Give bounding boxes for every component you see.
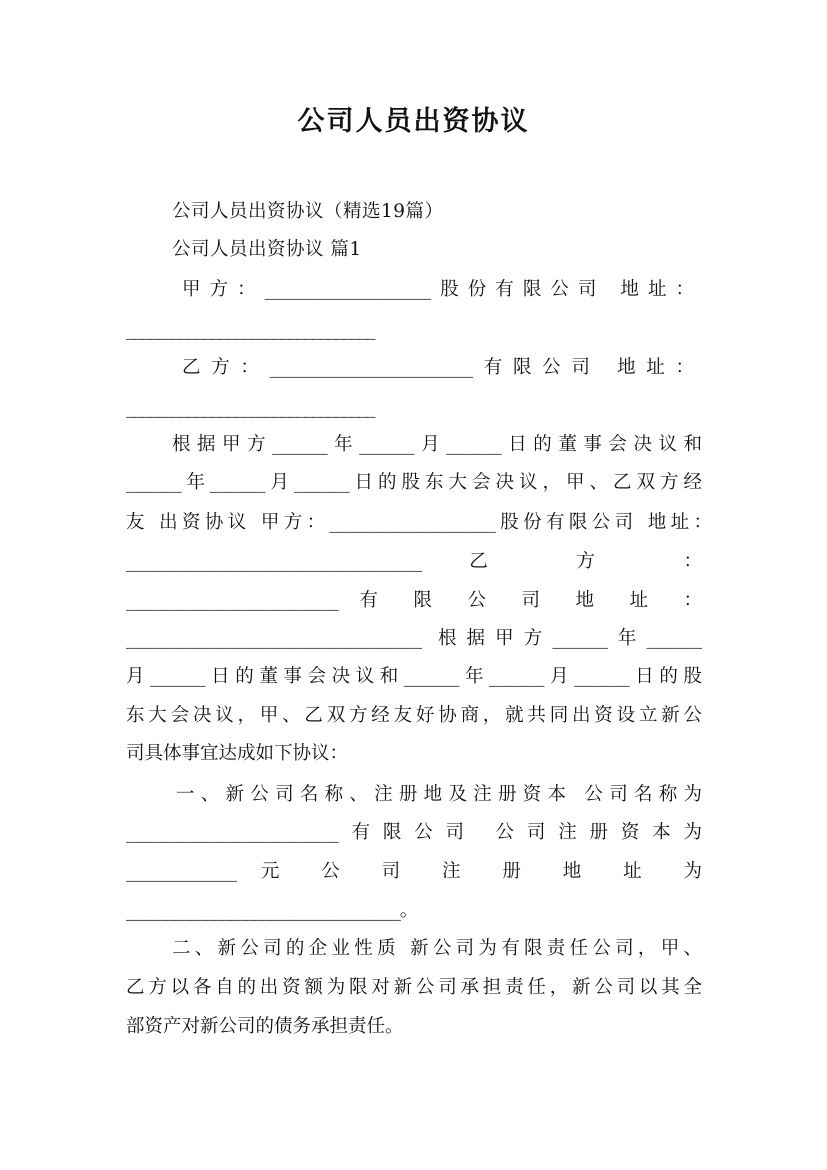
paragraph-line: 月______日的董事会决议和______年______月______日的股 (126, 666, 702, 687)
clause-line: 乙方以各自的出资额为限对新公司承担责任，新公司以其全 (126, 977, 702, 998)
paragraph-line: 友 出资协议 甲方：__________________股份有限公司 地址： (126, 512, 712, 533)
party-b-address-blank: ________________________________ (126, 397, 374, 418)
paragraph-line: 司具体事宜达成如下协议： (126, 743, 349, 764)
paragraph-line: ________________________________ 根据甲方______年______ (126, 628, 702, 649)
section-heading: 公司人员出资协议 篇1 (172, 239, 362, 260)
paragraph-line: 根据甲方______年______月______日的董事会决议和 (172, 434, 702, 455)
clause-heading: 二、新公司的企业性质 新公司为有限责任公司，甲、 (172, 938, 702, 959)
clause-line: 部资产对新公司的债务承担责任。 (126, 1016, 404, 1037)
paragraph-line: _______________________ 有 限 公 司 地 址 ： (126, 590, 702, 611)
paragraph-line: ________________________________ 乙 方 ： (126, 551, 702, 572)
paragraph-line: 东大会决议，甲、乙双方经友好协商，就共同出资设立新公 (126, 705, 702, 726)
clause-line: _______________________有限公司 公司注册资本为 (126, 822, 702, 843)
clause-line: __________________________________。 (126, 900, 418, 921)
document-title: 公司人员出资协议 (297, 106, 530, 137)
clause-heading: 一、新公司名称、注册地及注册资本 公司名称为 (176, 784, 702, 805)
subtitle-line: 公司人员出资协议（精选19篇） (172, 201, 444, 222)
party-b-line: 乙方：______________________有限公司 地址： (182, 357, 694, 378)
party-a-address-blank: ________________________________ (126, 319, 374, 340)
party-a-line: 甲方：__________________股份有限公司 地址： (182, 279, 694, 300)
clause-line: ____________ 元 公 司 注 册 地 址 为 (126, 861, 702, 882)
paragraph-line: ______年______月______日的股东大会决议，甲、乙双方经 (126, 472, 702, 493)
